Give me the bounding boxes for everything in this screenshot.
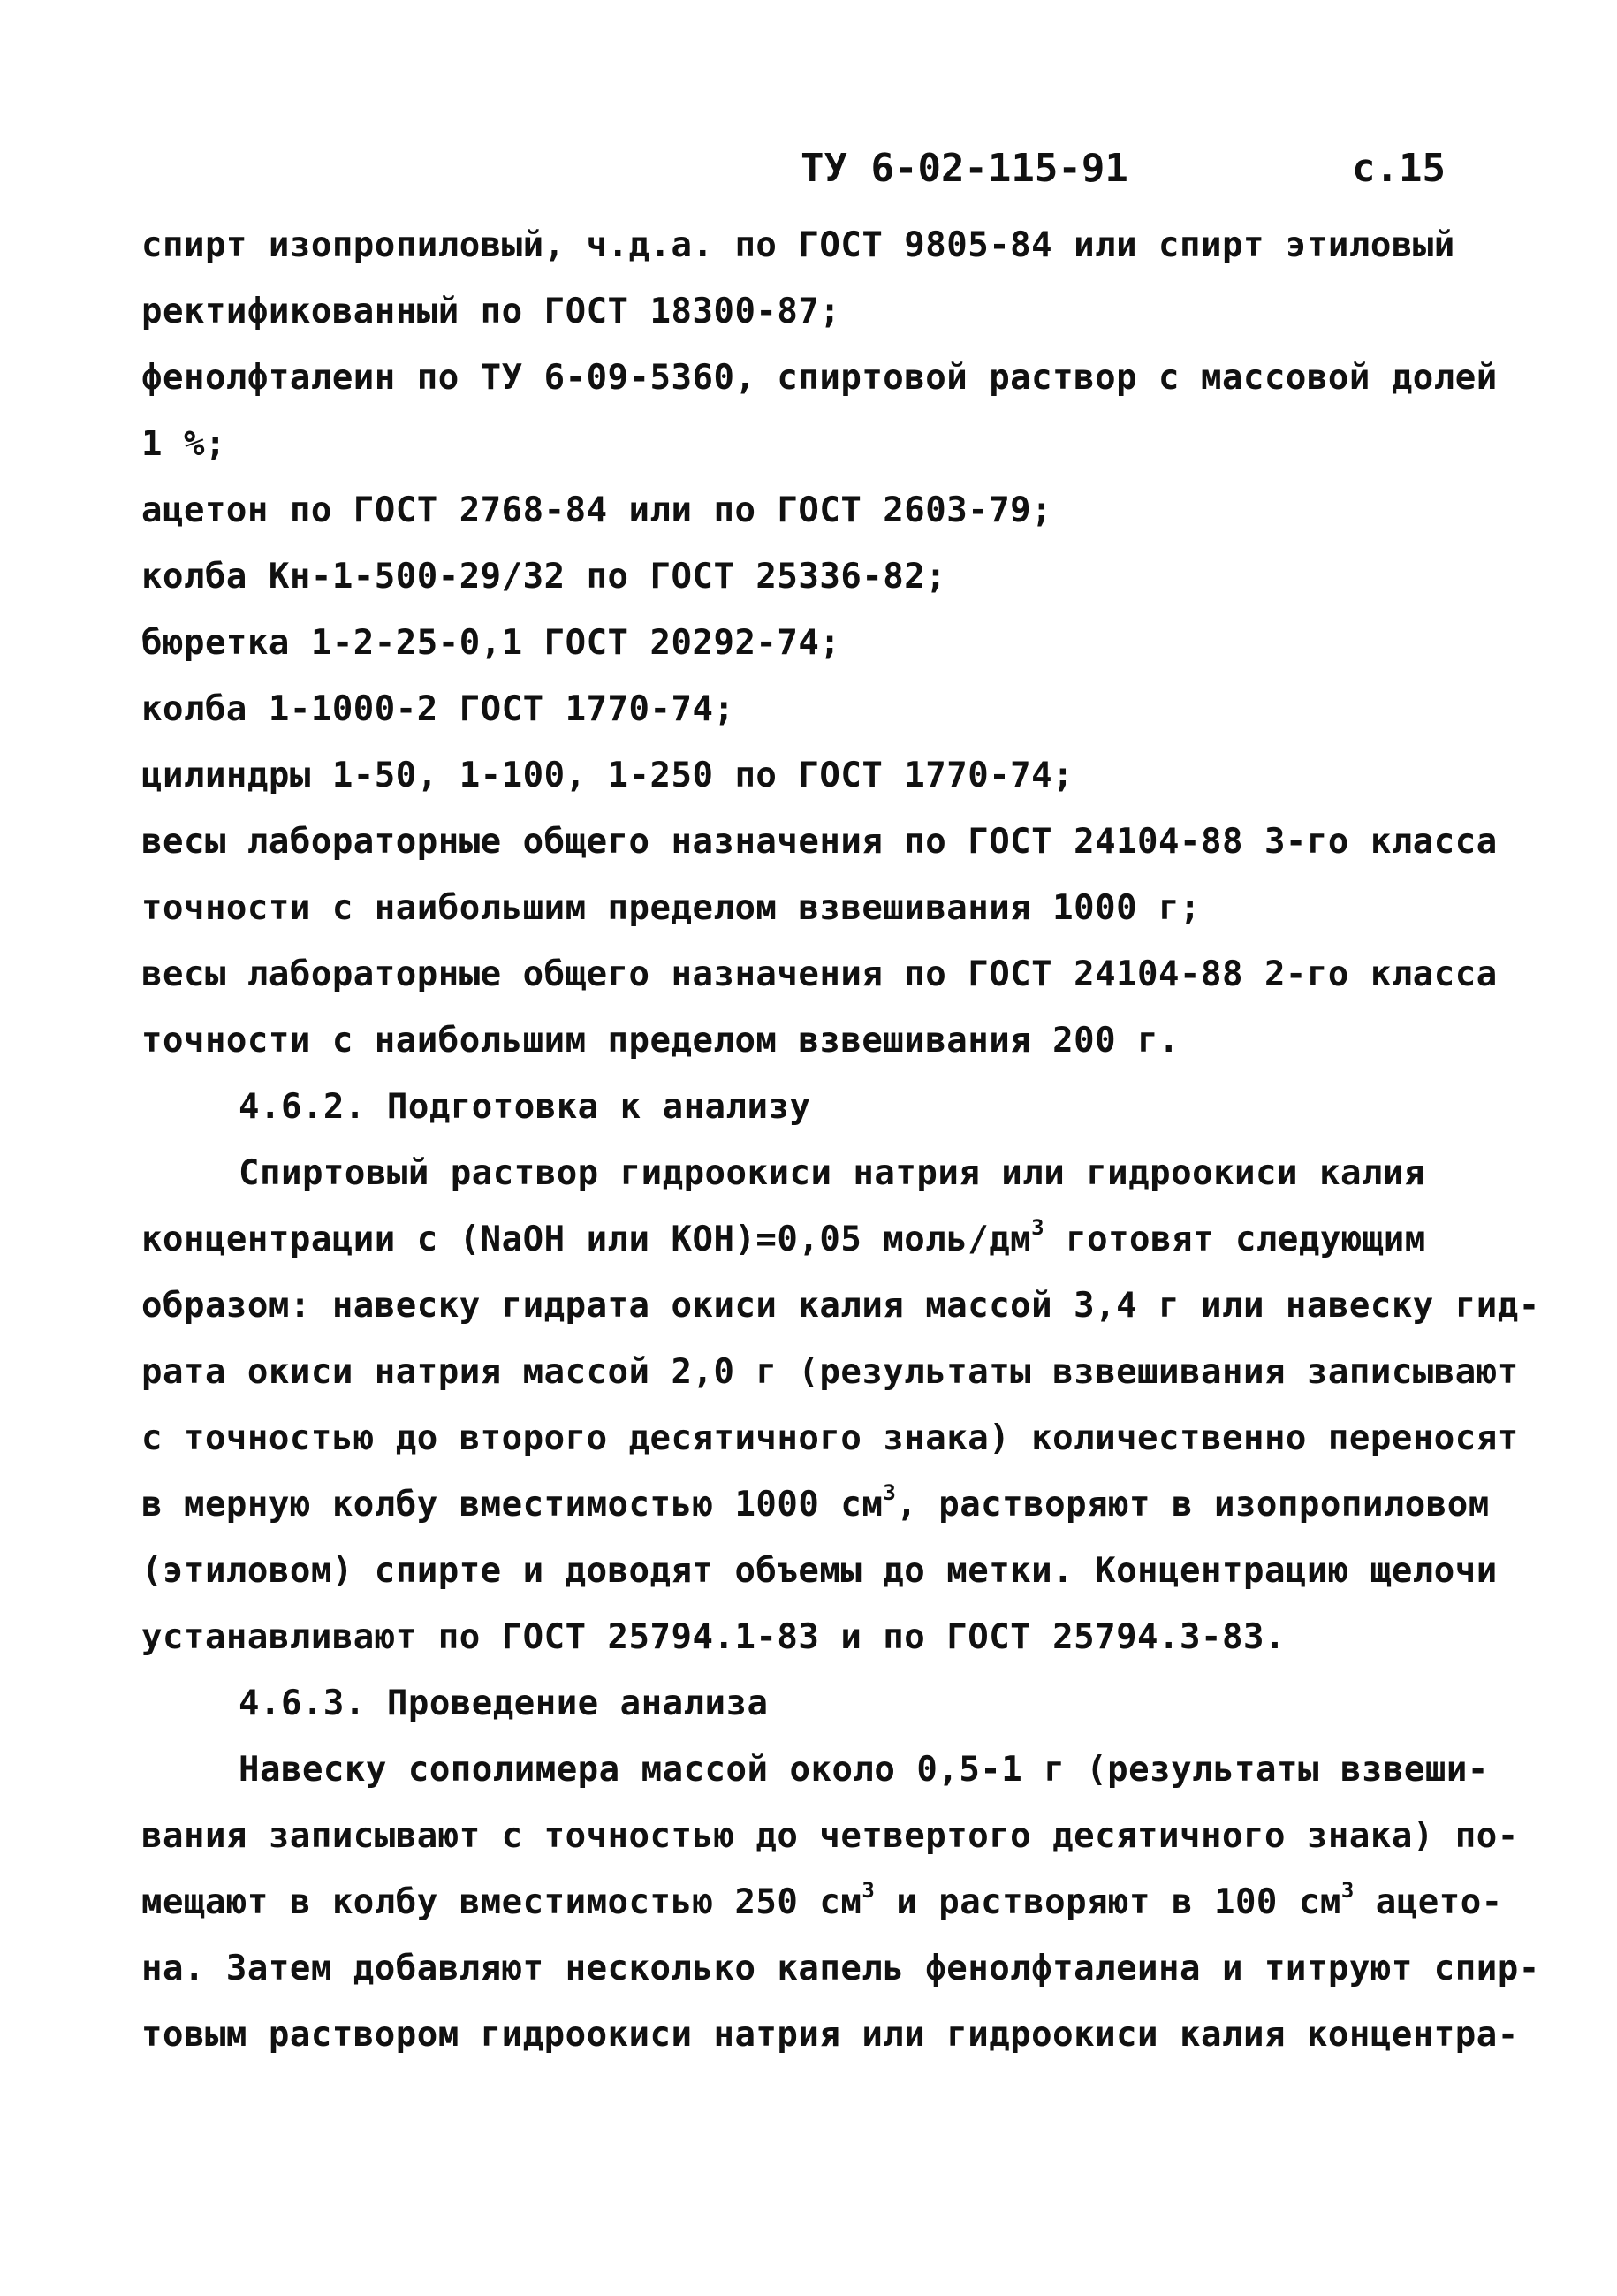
text-line: на. Затем добавляют несколько капель фенолфталеина и титруют спир-	[141, 1949, 1540, 1988]
text-line: цилиндры 1-50, 1-100, 1-250 по ГОСТ 1770-74;	[141, 756, 1074, 795]
text-line: точности с наибольшим пределом взвешивания 200 г.	[141, 1021, 1180, 1061]
text-line: Спиртовый раствор гидроокиси натрия или гидроокиси калия	[239, 1153, 1425, 1193]
text-line: Навеску сополимера массой около 0,5-1 г (результаты взвеши-	[239, 1750, 1489, 1790]
text-line: образом: навеску гидрата окиси калия массой 3,4 г или навеску гид-	[141, 1286, 1540, 1326]
text-line: фенолфталеин по ТУ 6-09-5360, спиртовой раствор с массовой долей	[141, 358, 1498, 398]
text-line: бюретка 1-2-25-0,1 ГОСТ 20292-74;	[141, 623, 841, 663]
text-line: колба 1-1000-2 ГОСТ 1770-74;	[141, 689, 735, 729]
text-line: товым раствором гидроокиси натрия или гидроокиси калия концентра-	[141, 2015, 1519, 2055]
text-line: весы лабораторные общего назначения по ГОСТ 24104-88 2-го класса	[141, 954, 1498, 994]
text-line: спирт изопропиловый, ч.д.а. по ГОСТ 9805-84 или спирт этиловый	[141, 225, 1455, 265]
section-heading: 4.6.3. Проведение анализа	[239, 1684, 769, 1723]
text-line: весы лабораторные общего назначения по ГОСТ 24104-88 3-го класса	[141, 822, 1498, 862]
text-line: мещают в колбу вместимостью 250 $см^3$ и растворяют в 100 $см^3$ ацето-	[141, 1878, 1503, 1922]
text-line: ацетон по ГОСТ 2768-84 или по ГОСТ 2603-79;	[141, 490, 1053, 530]
section-heading: 4.6.2. Подготовка к анализу	[239, 1087, 811, 1127]
document-code: ТУ 6-02-115-91	[801, 146, 1128, 191]
text-line: колба Кн-1-500-29/32 по ГОСТ 25336-82;	[141, 557, 947, 597]
text-line: в мерную колбу вместимостью 1000 $см^3$, растворяют в изопропиловом	[141, 1480, 1490, 1524]
text-line: ректификованный по ГОСТ 18300-87;	[141, 292, 841, 331]
text-line: (этиловом) спирте и доводят объемы до метки. Концентрацию щелочи	[141, 1551, 1498, 1591]
page-number: с.15	[1352, 146, 1446, 191]
text-line: точности с наибольшим пределом взвешивания 1000 г;	[141, 888, 1201, 928]
text-line: устанавливают по ГОСТ 25794.1-83 и по ГОСТ 25794.3-83.	[141, 1617, 1286, 1657]
text-line: 1 %;	[141, 424, 226, 464]
text-line: рата окиси натрия массой 2,0 г (результаты взвешивания записывают	[141, 1352, 1519, 1392]
text-line: с точностью до второго десятичного знака) количественно переносят	[141, 1418, 1519, 1458]
text-line: концентрации с (NaOH или KOH)=0,05 моль/$дм^3$ готовят следующим	[141, 1215, 1426, 1259]
text-line: вания записывают с точностью до четвертого десятичного знака) по-	[141, 1816, 1519, 1856]
page-header	[0, 146, 1617, 199]
